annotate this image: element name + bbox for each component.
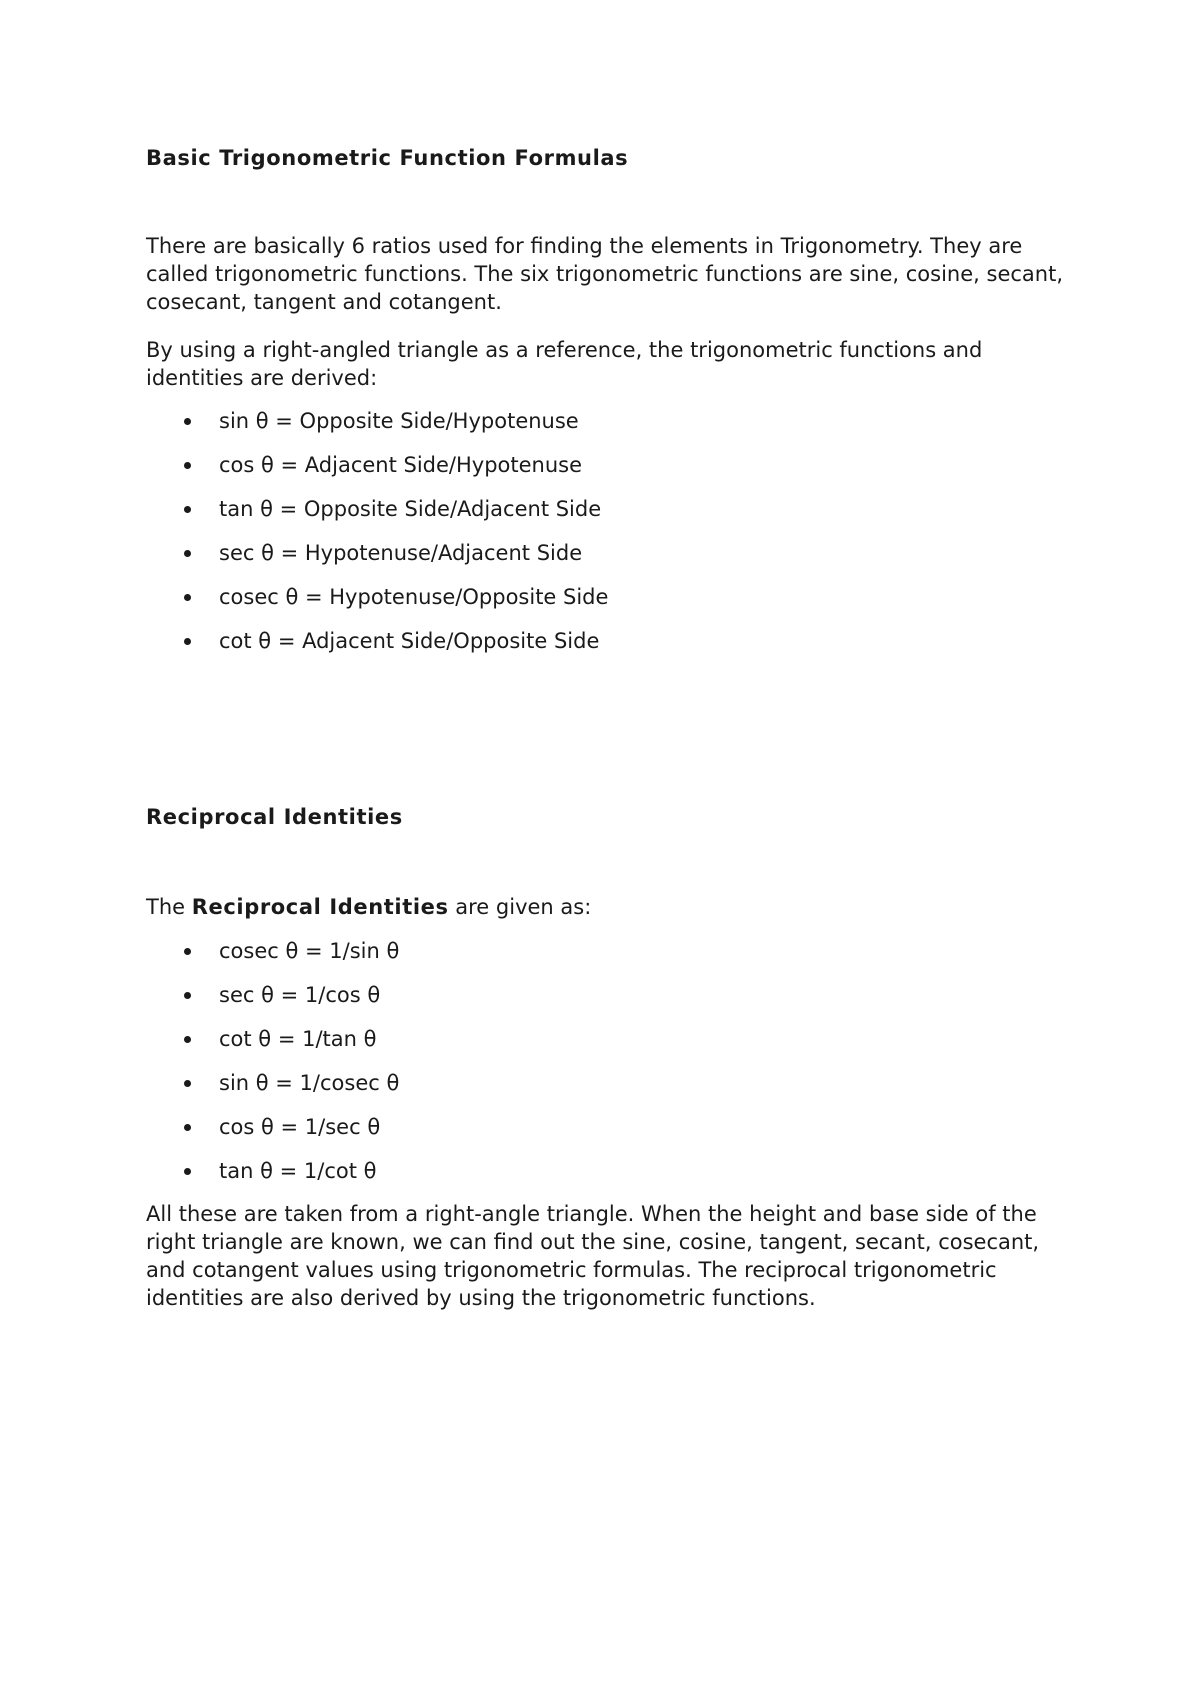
list-item bbox=[146, 1069, 1066, 1113]
list-item bbox=[146, 539, 1066, 583]
bullet-icon bbox=[184, 550, 191, 557]
list-item-text: sec θ = 1/cos θ bbox=[219, 983, 381, 1007]
list-item bbox=[146, 1113, 1066, 1157]
bullet-icon bbox=[184, 638, 191, 645]
bullet-icon bbox=[184, 418, 191, 425]
list-item-text: cot θ = 1/tan θ bbox=[219, 1027, 377, 1051]
bullet-icon bbox=[184, 506, 191, 513]
list-item-text: sin θ = Opposite Side/Hypotenuse bbox=[219, 409, 579, 433]
list-item bbox=[146, 583, 1066, 627]
reciprocal-identities-list bbox=[146, 937, 1066, 1201]
trig-functions-list bbox=[146, 407, 1066, 671]
bullet-icon bbox=[184, 1168, 191, 1175]
list-item bbox=[146, 1025, 1066, 1069]
reciprocal-intro bbox=[146, 893, 1066, 921]
reference-paragraph: By using a right-angled triangle as a reference, the trigonometric functions and identities are derived: bbox=[146, 338, 983, 390]
list-item-text: sec θ = Hypotenuse/Adjacent Side bbox=[219, 541, 583, 565]
intro-paragraph: There are basically 6 ratios used for finding the elements in Trigonometry. They are called trigonometric functions. The six trigonometric functions are sine, cosine, secant, cosecant, tangent and cotangent. bbox=[146, 234, 1064, 314]
reciprocal-intro-prefix: The bbox=[146, 895, 192, 919]
bullet-icon bbox=[184, 1080, 191, 1087]
bullet-icon bbox=[184, 1124, 191, 1131]
bullet-icon bbox=[184, 948, 191, 955]
list-item-text: tan θ = Opposite Side/Adjacent Side bbox=[219, 497, 602, 521]
bullet-icon bbox=[184, 1036, 191, 1043]
reciprocal-intro-suffix: are given as: bbox=[448, 895, 592, 919]
list-item-text: cosec θ = Hypotenuse/Opposite Side bbox=[219, 585, 609, 609]
list-item-text: cosec θ = 1/sin θ bbox=[219, 939, 400, 963]
list-item-text: sin θ = 1/cosec θ bbox=[219, 1071, 400, 1095]
list-item-text: cos θ = Adjacent Side/Hypotenuse bbox=[219, 453, 583, 477]
list-item bbox=[146, 1157, 1066, 1201]
list-item bbox=[146, 407, 1066, 451]
list-item bbox=[146, 937, 1066, 981]
closing-paragraph: All these are taken from a right-angle triangle. When the height and base side of the right triangle are known, we can find out the sine, cosine, tangent, secant, cosecant, and cotangent values using trigonometric formulas. The reciprocal trigonometric identities are also derived by using the trigonometric functions. bbox=[146, 1202, 1040, 1310]
list-item-text: tan θ = 1/cot θ bbox=[219, 1159, 377, 1183]
bullet-icon bbox=[184, 462, 191, 469]
bullet-icon bbox=[184, 992, 191, 999]
list-item-text: cos θ = 1/sec θ bbox=[219, 1115, 381, 1139]
list-item bbox=[146, 627, 1066, 671]
bullet-icon bbox=[184, 594, 191, 601]
section-title-basic-formulas: Basic Trigonometric Function Formulas bbox=[146, 146, 629, 170]
list-item bbox=[146, 451, 1066, 495]
reciprocal-intro-bold: Reciprocal Identities bbox=[191, 895, 449, 919]
section-title-reciprocal-identities: Reciprocal Identities bbox=[146, 805, 403, 829]
list-item-text: cot θ = Adjacent Side/Opposite Side bbox=[219, 629, 600, 653]
list-item bbox=[146, 981, 1066, 1025]
list-item bbox=[146, 495, 1066, 539]
